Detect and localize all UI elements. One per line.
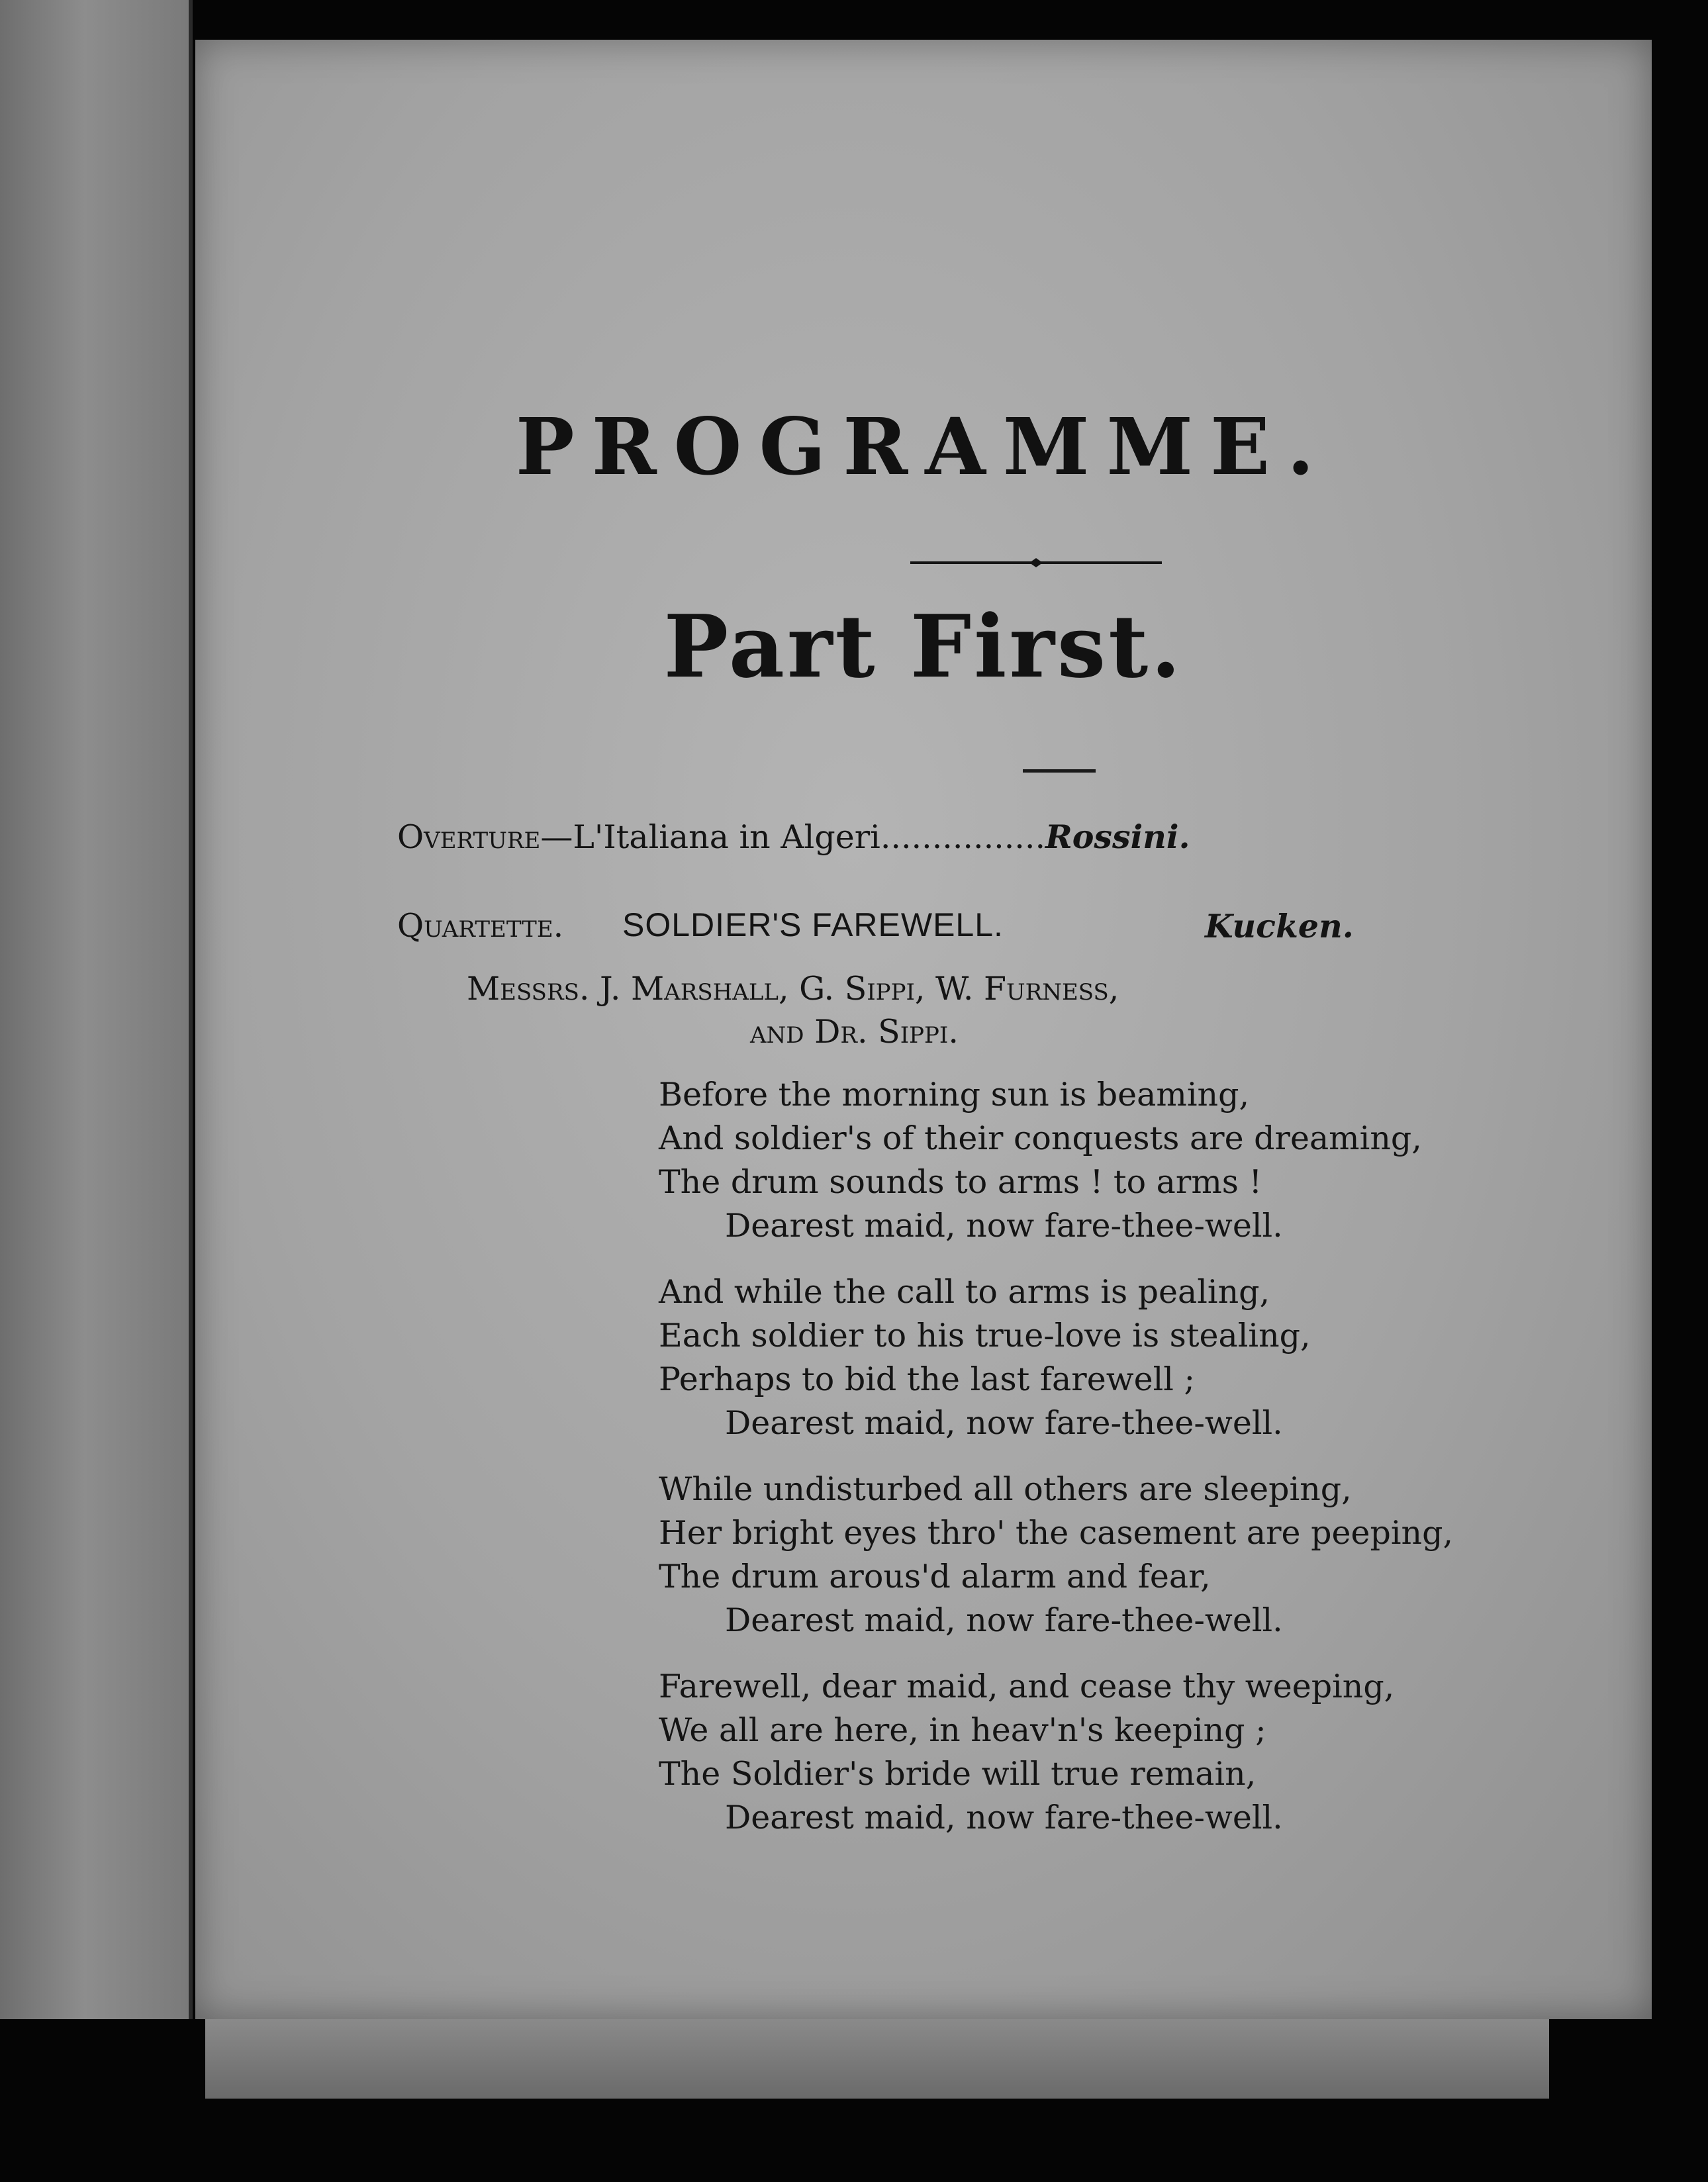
quartette-title: SOLDIER'S FAREWELL.: [622, 906, 1004, 943]
verse-2-line-4: Dearest maid, now fare-thee-well.: [725, 1404, 1283, 1442]
performers-line-1: Messrs. J. Marshall, G. Sippi, W. Furness,: [467, 970, 1119, 1008]
verse-1-line-3: The drum sounds to arms ! to arms !: [659, 1163, 1262, 1201]
quartette-composer: Kucken.: [1205, 907, 1354, 945]
verse-3-line-2: Her bright eyes thro' the casement are peeping,: [659, 1514, 1454, 1552]
section-divider: [1023, 769, 1096, 773]
page-title: PROGRAMME.: [515, 401, 1332, 493]
page-stack-edge: [205, 2019, 1549, 2099]
programme-page: [195, 40, 1652, 2019]
verse-1-line-4: Dearest maid, now fare-thee-well.: [725, 1207, 1283, 1245]
verse-1-line-2: And soldier's of their conquests are dreaming,: [659, 1119, 1422, 1157]
overture-work: L'Italiana in Algeri: [573, 818, 880, 856]
part-heading: Part First.: [663, 596, 1184, 697]
verse-3-line-1: While undisturbed all others are sleeping,: [659, 1470, 1352, 1508]
verse-2-line-1: And while the call to arms is pealing,: [659, 1273, 1270, 1311]
performers-line-2: and Dr. Sippi.: [750, 1013, 959, 1051]
overture-leader: ................: [880, 818, 1046, 856]
verse-2-line-3: Perhaps to bid the last farewell ;: [659, 1360, 1196, 1398]
verse-1-line-1: Before the morning sun is beaming,: [659, 1076, 1250, 1114]
verse-4-line-2: We all are here, in heav'n's keeping ;: [659, 1711, 1266, 1749]
overture-entry: [397, 818, 1190, 856]
overture-label: Overture: [397, 818, 541, 856]
overture-dash: —: [540, 818, 573, 856]
facing-page-edge: [0, 0, 193, 2019]
verse-3-line-3: The drum arous'd alarm and fear,: [659, 1558, 1211, 1595]
title-ornament-rule: [910, 556, 1162, 569]
verse-4-line-4: Dearest maid, now fare-thee-well.: [725, 1799, 1283, 1836]
overture-composer: Rossini.: [1045, 818, 1190, 856]
verse-2-line-2: Each soldier to his true-love is stealing,: [659, 1317, 1311, 1354]
quartette-label: Quartette.: [397, 907, 564, 945]
verse-4-line-1: Farewell, dear maid, and cease thy weeping,: [659, 1668, 1395, 1705]
verse-4-line-3: The Soldier's bride will true remain,: [659, 1755, 1257, 1793]
verse-3-line-4: Dearest maid, now fare-thee-well.: [725, 1601, 1283, 1639]
